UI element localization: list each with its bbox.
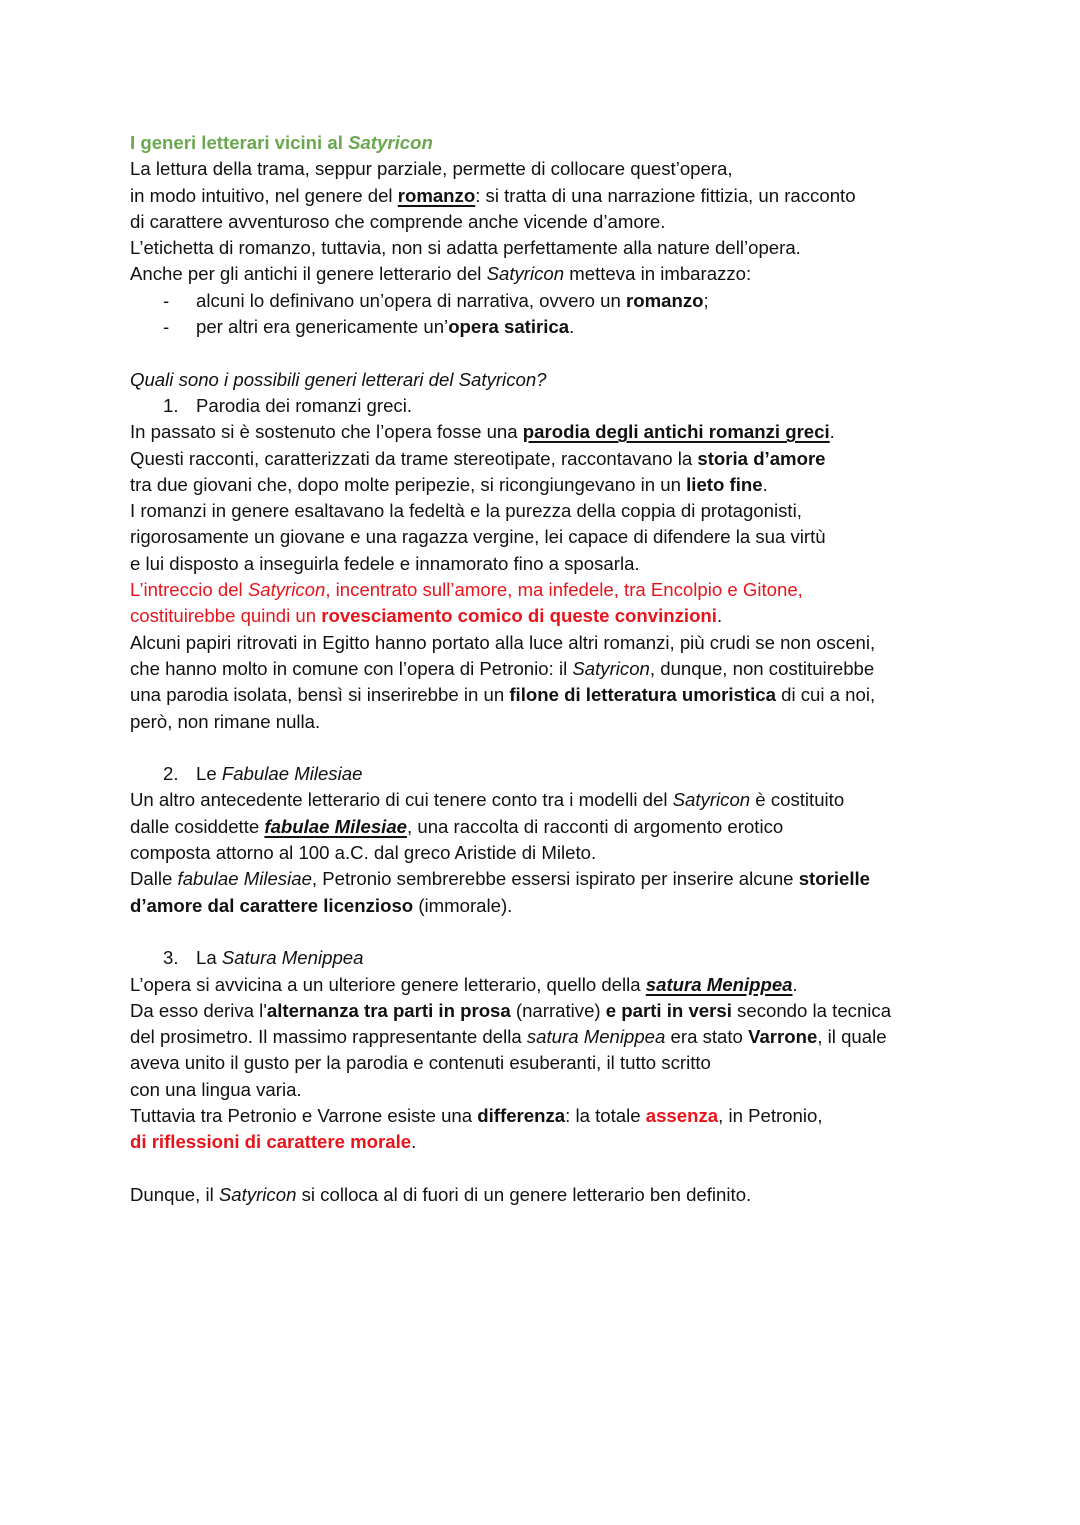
text-run: però, non rimane nulla. <box>130 710 321 732</box>
text-line <box>130 524 1010 550</box>
text-run: Questi racconti, caratterizzati da trame stereotipate, raccontavano la <box>130 447 698 469</box>
text-run: di riflessioni di carattere morale <box>130 1131 412 1153</box>
document-body <box>130 130 1010 1208</box>
text-run: ; <box>703 289 709 311</box>
text-run: I generi letterari vicini al <box>130 132 349 153</box>
bullet-item <box>130 314 1010 340</box>
list-number: 1. <box>163 394 179 416</box>
blank-line <box>130 340 1010 366</box>
text-line <box>130 183 1010 209</box>
text-run: secondo la tecnica <box>731 999 892 1021</box>
list-number: 2. <box>163 763 179 785</box>
text-run: Satyricon <box>218 1183 297 1205</box>
text-run: alcuni lo definivano un’opera di narrativa, ovvero un <box>196 289 626 311</box>
text-run: . <box>569 316 575 338</box>
text-run: rovesciamento comico di queste convinzioni <box>321 605 717 627</box>
text-run: e lui disposto a inseguirla fedele e innamorato fino a sposarla. <box>130 552 640 574</box>
text-run: Dalle <box>130 868 178 890</box>
text-run: opera satirica <box>448 316 570 338</box>
text-line <box>130 498 1010 524</box>
text-run: , dunque, non costituirebbe <box>649 657 875 679</box>
text-line <box>130 866 1010 892</box>
text-run: Alcuni papiri ritrovati in Egitto hanno portato alla luce altri romanzi, più crudi se non osceni, <box>130 631 876 653</box>
text-line <box>130 603 1010 629</box>
text-run: è costituito <box>750 789 845 811</box>
text-run: con una lingua varia. <box>130 1078 302 1100</box>
text-run: : la totale <box>565 1104 646 1126</box>
text-run: Anche per gli antichi il genere letterario del <box>130 263 487 285</box>
text-line <box>130 972 1010 998</box>
text-run: (narrative) <box>510 999 606 1021</box>
text-line <box>130 787 1010 813</box>
text-run: rigorosamente un giovane e una ragazza vergine, lei capace di difendere la sua virtù <box>130 526 826 548</box>
text-run: in modo intuitivo, nel genere del <box>130 184 398 206</box>
text-run: alternanza tra parti in prosa <box>266 999 511 1021</box>
text-run: si colloca al di fuori di un genere letterario ben definito. <box>296 1183 752 1205</box>
text-line <box>130 156 1010 182</box>
text-run: In passato si è sostenuto che l’opera fosse una <box>130 421 523 443</box>
text-run: aveva unito il gusto per la parodia e contenuti esuberanti, il tutto scritto <box>130 1052 711 1074</box>
text-line <box>130 419 1010 445</box>
text-run: Satyricon <box>486 263 565 285</box>
text-run: La <box>196 947 222 969</box>
text-run: Varrone <box>748 1026 818 1048</box>
text-run: satura Menippea <box>526 1026 666 1048</box>
text-line <box>130 261 1010 287</box>
text-run: composta attorno al 100 a.C. dal greco Aristide di Mileto. <box>130 842 597 864</box>
text-run: L’opera si avvicina a un ulteriore genere letterario, quello della <box>130 973 646 995</box>
text-run: . <box>762 473 768 495</box>
bullet-marker: - <box>163 289 170 311</box>
text-run: , il quale <box>817 1026 887 1048</box>
text-run: storia d’amore <box>697 447 826 469</box>
text-line <box>130 367 1010 393</box>
text-line <box>130 1103 1010 1129</box>
text-run: di cui a noi, <box>775 684 876 706</box>
text-run: Da esso deriva l' <box>130 999 267 1021</box>
text-run: del prosimetro. Il massimo rappresentante della <box>130 1026 527 1048</box>
text-line <box>130 840 1010 866</box>
blank-line <box>130 735 1010 761</box>
text-run: costituirebbe quindi un <box>130 605 322 627</box>
text-run: differenza <box>477 1104 566 1126</box>
text-line <box>130 446 1010 472</box>
text-run: L’intreccio del <box>130 579 248 601</box>
text-run: e parti in versi <box>605 999 732 1021</box>
text-run: , una raccolta di racconti di argomento erotico <box>407 815 784 837</box>
text-run: Satyricon <box>672 789 751 811</box>
text-run: Un altro antecedente letterario di cui tenere conto tra i modelli del <box>130 789 673 811</box>
text-run: fabulae Milesiae <box>177 868 312 890</box>
text-run: . <box>829 421 835 443</box>
text-line <box>130 998 1010 1024</box>
text-line <box>130 814 1010 840</box>
text-run: : si tratta di una narrazione fittizia, un racconto <box>475 184 856 206</box>
text-run: . <box>411 1131 417 1153</box>
blank-line <box>130 919 1010 945</box>
text-line <box>130 656 1010 682</box>
text-run: dalle cosiddette <box>130 815 265 837</box>
text-run: lieto fine <box>686 473 763 495</box>
text-run: di carattere avventuroso che comprende anche vicende d’amore. <box>130 210 666 232</box>
text-run: Satyricon <box>572 657 650 679</box>
text-line <box>130 893 1010 919</box>
text-line <box>130 1024 1010 1050</box>
text-run: per altri era genericamente un’ <box>196 316 449 338</box>
text-run: , in Petronio, <box>718 1104 823 1126</box>
text-line <box>130 1050 1010 1076</box>
text-line <box>130 1182 1010 1208</box>
text-line <box>130 209 1010 235</box>
text-run: romanzo <box>397 184 476 206</box>
text-line <box>130 472 1010 498</box>
text-run: Satyricon <box>348 132 433 153</box>
text-run: metteva in imbarazzo: <box>564 263 752 285</box>
text-run: Satura Menippea <box>221 947 364 969</box>
text-run: tra due giovani che, dopo molte peripezie, si ricongiungevano in un <box>130 473 687 495</box>
text-run: assenza <box>645 1104 719 1126</box>
bullet-item <box>130 288 1010 314</box>
text-run: una parodia isolata, bensì si inserirebbe in un <box>130 684 510 706</box>
text-run: Dunque, il <box>130 1183 219 1205</box>
text-run: . <box>716 605 723 627</box>
text-line <box>130 630 1010 656</box>
text-run: satura Menippea <box>645 973 793 995</box>
text-line <box>130 551 1010 577</box>
text-run: fabulae Milesiae <box>264 815 408 837</box>
text-run: I romanzi in genere esaltavano la fedeltà e la purezza della coppia di protagonisti, <box>130 500 802 522</box>
blank-line <box>130 1156 1010 1182</box>
text-line <box>130 682 1010 708</box>
text-line <box>130 577 1010 603</box>
text-run: era stato <box>665 1026 749 1048</box>
text-run: Quali sono i possibili generi letterari del Satyricon? <box>130 368 547 390</box>
text-line <box>130 1077 1010 1103</box>
text-run: Le <box>196 763 222 785</box>
text-run: romanzo <box>626 289 704 311</box>
text-run: Satyricon <box>247 579 326 601</box>
section-heading <box>130 130 1010 156</box>
text-run: , incentrato sull’amore, ma infedele, tra Encolpio e Gitone, <box>325 579 803 601</box>
text-run: Fabulae Milesiae <box>221 763 363 785</box>
numbered-heading <box>130 393 1010 419</box>
text-run: che hanno molto in comune con l’opera di Petronio: il <box>130 657 573 679</box>
text-line <box>130 709 1010 735</box>
list-number: 3. <box>163 947 179 969</box>
text-run: storielle <box>798 868 871 890</box>
numbered-heading <box>130 761 1010 787</box>
text-run: La lettura della trama, seppur parziale, permette di collocare quest’opera, <box>130 158 733 180</box>
numbered-heading <box>130 945 1010 971</box>
bullet-marker: - <box>163 316 170 338</box>
text-run: d’amore dal carattere licenzioso <box>130 894 414 916</box>
text-run: . <box>792 973 798 995</box>
text-run: Parodia dei romanzi greci. <box>196 394 412 416</box>
text-run: filone di letteratura umoristica <box>509 684 776 706</box>
text-run: Tuttavia tra Petronio e Varrone esiste una <box>130 1104 478 1126</box>
text-run: (immorale). <box>413 894 513 916</box>
text-run: , Petronio sembrerebbe essersi ispirato per inserire alcune <box>311 868 799 890</box>
text-run: L’etichetta di romanzo, tuttavia, non si adatta perfettamente alla nature dell’opera. <box>130 237 801 259</box>
text-line <box>130 1129 1010 1155</box>
text-run: parodia degli antichi romanzi greci <box>522 421 830 443</box>
text-line <box>130 235 1010 261</box>
